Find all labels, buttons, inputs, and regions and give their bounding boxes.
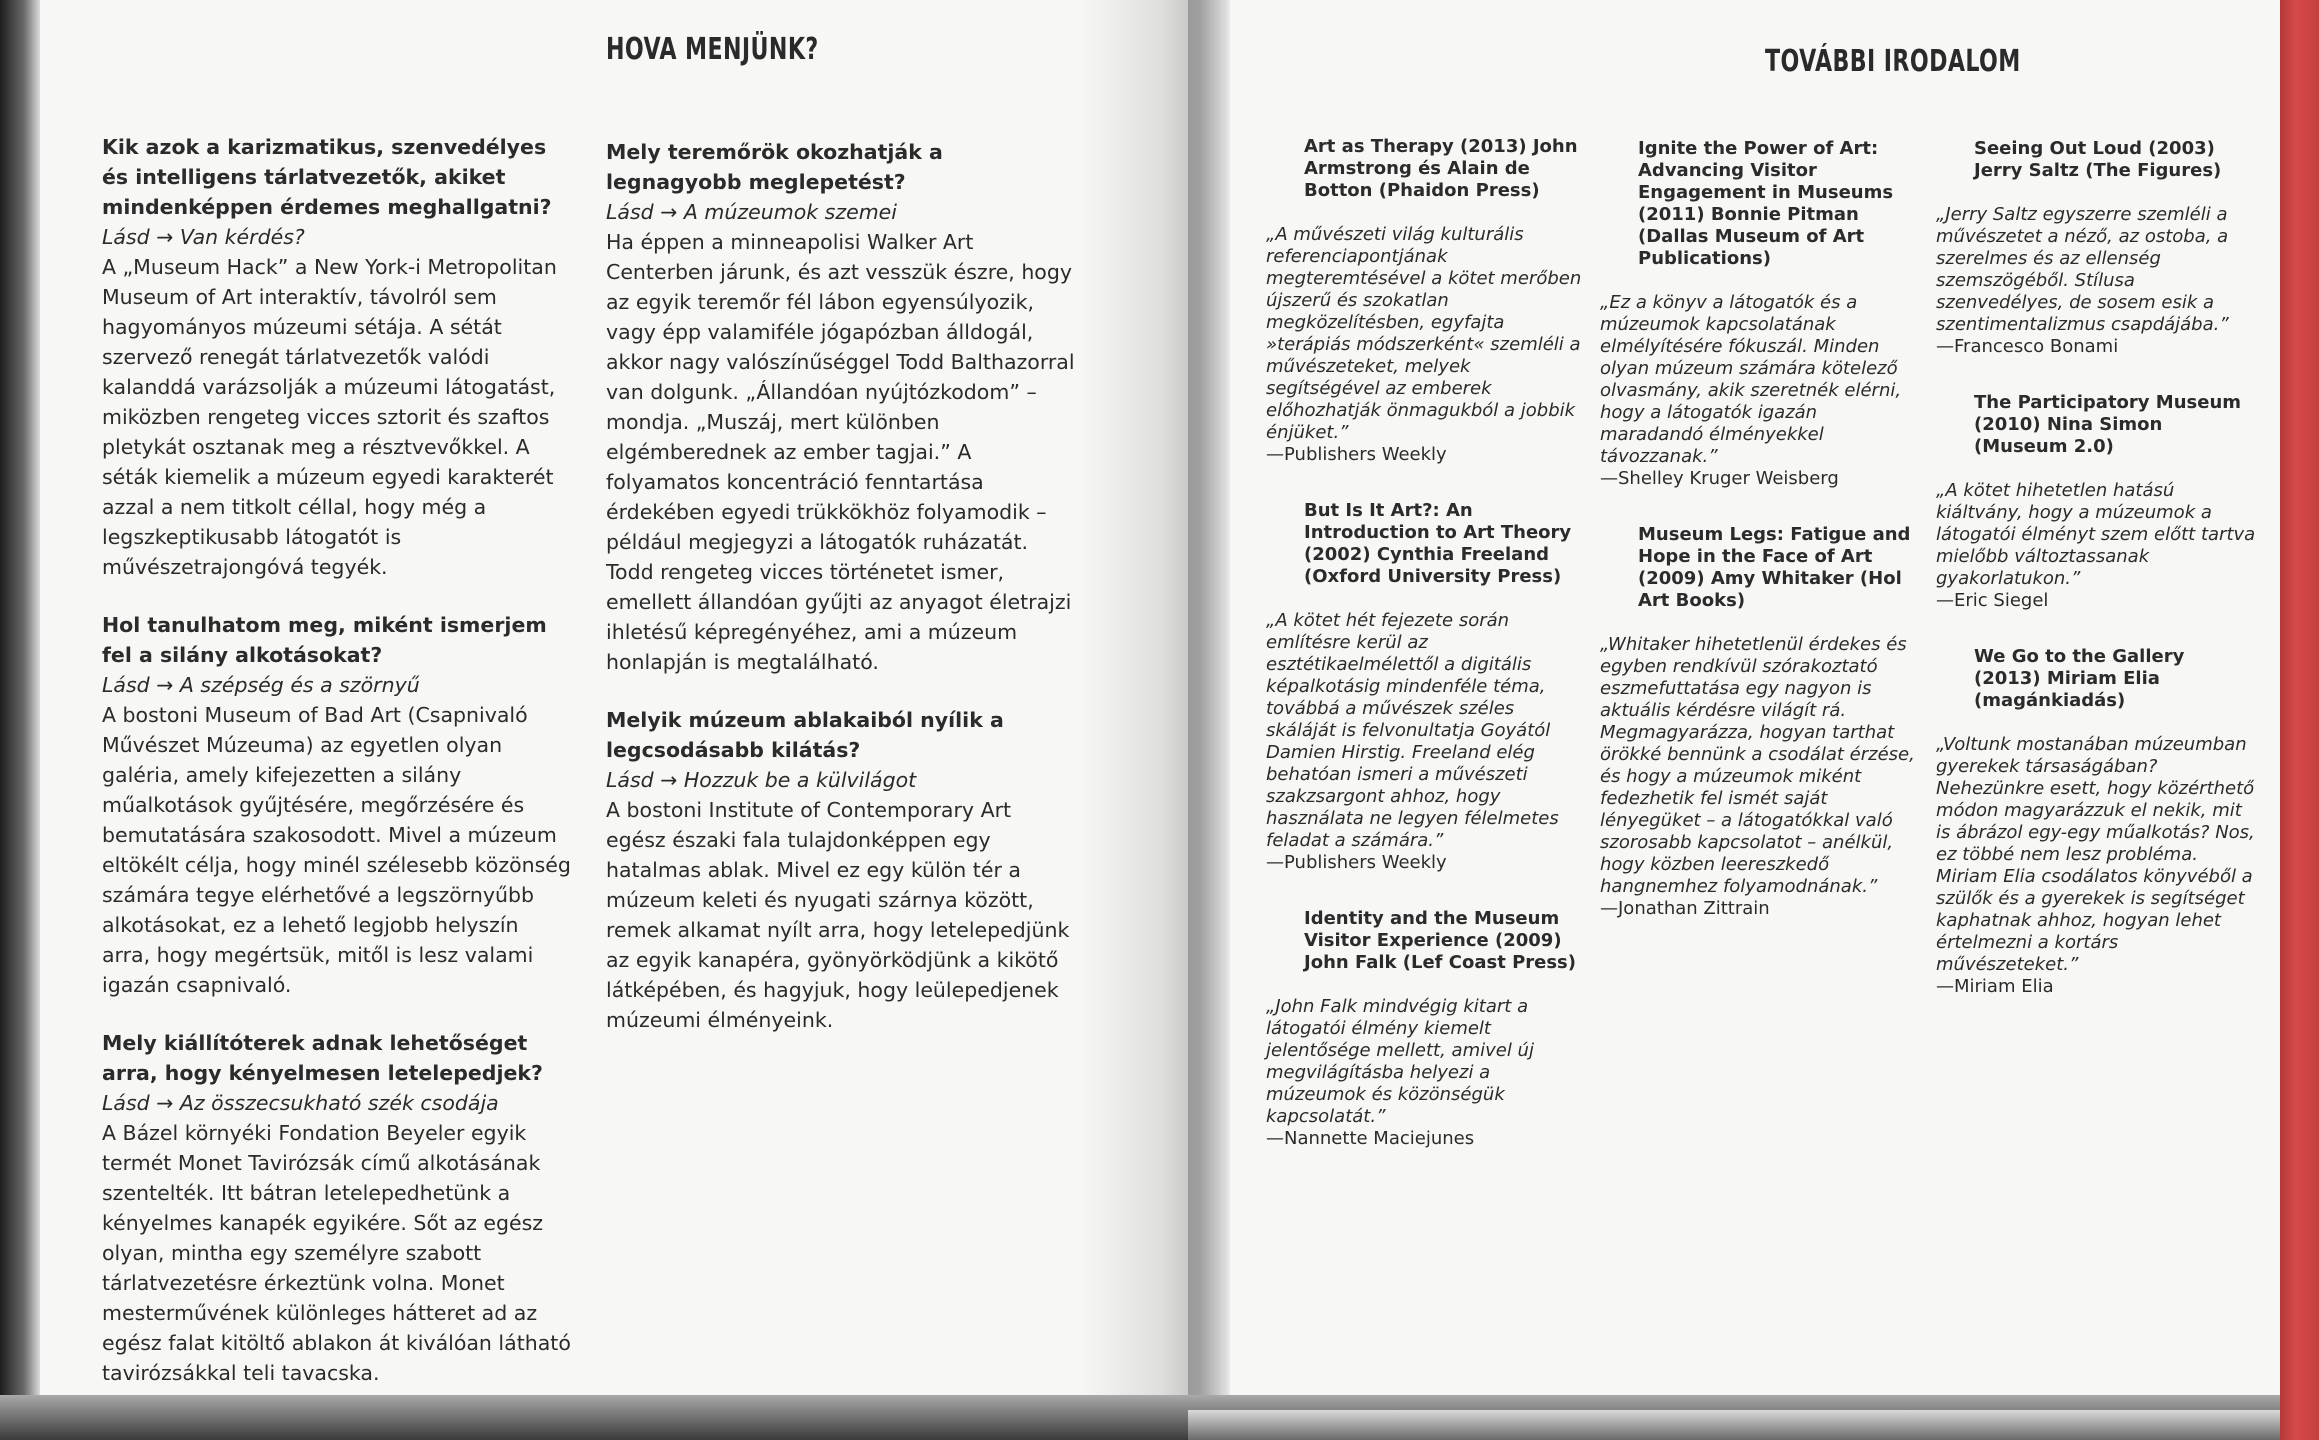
qa-block [102, 1028, 572, 1388]
qa-block [102, 132, 572, 582]
question: Mely teremőrök okozhatják a legnagyobb meglepetést? [606, 140, 943, 194]
left-page-title: HOVA MENJÜNK? [606, 32, 819, 67]
book-entry [1266, 500, 1586, 874]
see-reference: Lásd → Van kérdés? [102, 225, 305, 249]
question: Mely kiállítóterek adnak lehetőséget arra, hogy kényelmesen letelepedjek? [102, 1031, 543, 1085]
book-title: We Go to the Gallery (2013) Miriam Elia (magánkiadás) [1974, 646, 2185, 711]
answer: A Bázel környéki Fondation Beyeler egyik termét Monet Tavirózsák című alkotásának szentelték. Itt bátran letelepedhetünk a kényelmes kanapék egyikére. Sőt az egész olyan, mintha egy személyre szabott tárlatvezetésre érkeztünk volna. Monet mesterművének különleges hátteret ad az egész falat kitöltő ablakon át kiválóan látható tavirózsákkal teli tavacska. [102, 1121, 571, 1385]
see-reference: Lásd → Hozzuk be a külvilágot [606, 768, 917, 792]
book-entry [1936, 138, 2256, 358]
answer: Ha éppen a minneapolisi Walker Art Centerben járunk, és azt vesszük észre, hogy az egyik teremőr fél lábon egyensúlyozik, vagy épp valamiféle jógapózban álldogál, akkor nagy valószínűséggel Todd Balthazorral van dolgunk. „Állandóan nyújtózkodom” – mondja. „Muszáj, mert különben elgémberednek az ember tagjai.” A folyamatos koncentráció fenntartása érdekében egyedi trükkökhöz folyamodik – például megjegyzi a látogatók ruházatát. Todd rengeteg vicces történetet ismer, emellett állandóan gyűjti az anyagot életrajzi ihletésű képregényéhez, ami a múzeum honlapján is megtalálható. [606, 230, 1075, 674]
left-column-1 [102, 132, 572, 1416]
see-reference: Lásd → Az összecsukható szék csodája [102, 1091, 499, 1115]
answer: A bostoni Museum of Bad Art (Csapnivaló Művészet Múzeuma) az egyetlen olyan galéria, amely kifejezetten a silány műalkotások gyűjtésére, megőrzésére és bemutatására szakosodott. Mivel a múzeum eltökélt célja, hogy minél szélesebb közönség számára tegye elérhetővé a legszörnyűbb alkotásokat, ez a lehető legjobb helyszín arra, hogy megértsük, mitől is lesz valami igazán csapnivaló. [102, 703, 571, 997]
book-title: Seeing Out Loud (2003) Jerry Saltz (The Figures) [1974, 138, 2222, 181]
book-entry [1266, 136, 1586, 466]
see-reference: Lásd → A múzeumok szemei [606, 200, 897, 224]
right-column-1 [1266, 136, 1586, 1184]
book-entry [1600, 524, 1920, 920]
left-edge-shadow [0, 0, 40, 1440]
review-quote: „Jerry Saltz egyszerre szemléli a művészetet a néző, az ostoba, a szerelmes és az ellenség szemszögéből. Stílusa szenvedélyes, de sosem esik a szentimentalizmus csapdájába.” [1936, 204, 2229, 335]
qa-block [102, 610, 572, 1000]
book-gutter [1080, 0, 1230, 1440]
book-title: Ignite the Power of Art: Advancing Visitor Engagement in Museums (2011) Bonnie Pitman (Dallas Museum of Art Publications) [1638, 138, 1894, 269]
book-title: Art as Therapy (2013) John Armstrong és Alain de Botton (Phaidon Press) [1304, 136, 1578, 201]
answer: A „Museum Hack” a New York-i Metropolitan Museum of Art interaktív, távolról sem hagyományos múzeumi sétája. A sétát szervező renegát tárlatvezetők valódi kalanddá varázsolják a múzeumi látogatást, miközben rengeteg vicces sztorit és szaftos pletykát osztanak meg a résztvevőkkel. A séták kiemelik a múzeum egyedi karakterét azzal a nem titkolt céllal, hogy még a legszkeptikusabb látogatót is művészetrajongóvá tegyék. [102, 255, 557, 579]
review-source: —Jonathan Zittrain [1600, 898, 1770, 919]
bottom-right-shadow [1188, 1410, 2280, 1440]
book-entry [1936, 646, 2256, 998]
question: Hol tanulhatom meg, miként ismerjem fel a silány alkotásokat? [102, 613, 547, 667]
book-title: Museum Legs: Fatigue and Hope in the Face of Art (2009) Amy Whitaker (Hol Art Books) [1638, 524, 1911, 611]
right-column-2 [1600, 138, 1920, 954]
review-quote: „Ez a könyv a látogatók és a múzeumok kapcsolatának elmélyítésére fókuszál. Minden olyan múzeum számára kötelező olvasmány, akik szeretnék elérni, hogy a látogatók igazán maradandó élményekkel távozzanak.” [1600, 292, 1902, 467]
qa-block [606, 705, 1076, 1035]
book-entry [1936, 392, 2256, 612]
right-column-3 [1936, 138, 2256, 1032]
book-entry [1600, 138, 1920, 490]
book-title: But Is It Art?: An Introduction to Art Theory (2002) Cynthia Freeland (Oxford University Press) [1304, 500, 1572, 587]
review-quote: „A művészeti világ kulturális referenciapontjának megteremtésével a kötet merőben újszerű és szokatlan megközelítésben, egyfajta »terápiás módszerként« szemléli a művészeteket, melyek segítségével az emberek előhozhatják önmagukból a jobbik énjüket.” [1266, 224, 1582, 443]
review-source: —Francesco Bonami [1936, 336, 2119, 357]
book-title: Identity and the Museum Visitor Experience (2009) John Falk (Lef Coast Press) [1304, 908, 1576, 973]
review-quote: „Voltunk mostanában múzeumban gyerekek társaságában? Nehezünkre esett, hogy közérthető módon magyarázzuk el nekik, mit is ábrázol egy-egy műalkotás? Nos, ez többé nem lesz probléma. Miriam Elia csodálatos könyvéből a szülők és a gyerekek is segítséget kaphatnak ahhoz, hogyan lehet értelmezni a kortárs művészeteket.” [1936, 734, 2255, 975]
book-title: The Participatory Museum (2010) Nina Simon (Museum 2.0) [1974, 392, 2242, 457]
review-quote: „Whitaker hihetetlenül érdekes és egyben rendkívül szórakoztató eszmefuttatása egy nagyon is aktuális kérdésre világít rá. Megmagyarázza, hogyan tarthat örökké bennünk a csodálat érzése, és hogy a múzeumok miként fedezhetik fel ismét saját lényegüket – a látogatókkal való szorosabb kapcsolatot – anélkül, hogy közben leereszkedő hangnemhez folyamodnának.” [1600, 634, 1915, 897]
left-column-2 [606, 137, 1076, 1063]
qa-block [606, 137, 1076, 677]
question: Kik azok a karizmatikus, szenvedélyes és intelligens tárlatvezetők, akiket mindenképpen érdemes meghallgatni? [102, 135, 552, 219]
review-source: —Eric Siegel [1936, 590, 2049, 611]
review-source: —Miriam Elia [1936, 976, 2054, 997]
question: Melyik múzeum ablakaiból nyílik a legcsodásabb kilátás? [606, 708, 1004, 762]
review-source: —Nannette Maciejunes [1266, 1128, 1475, 1149]
review-source: —Publishers Weekly [1266, 444, 1447, 465]
review-source: —Publishers Weekly [1266, 852, 1447, 873]
right-page-title: TOVÁBBI IRODALOM [1765, 44, 2021, 79]
book-entry [1266, 908, 1586, 1150]
see-reference: Lásd → A szépség és a szörnyű [102, 673, 420, 697]
review-quote: „John Falk mindvégig kitart a látogatói élmény kiemelt jelentősége mellett, amivel új megvilágításba helyezi a múzeumok és közönségük kapcsolatát.” [1266, 996, 1534, 1127]
answer: A bostoni Institute of Contemporary Art egész északi fala tulajdonképpen egy hatalmas ablak. Mivel ez egy külön tér a múzeum keleti és nyugati szárnya között, remek alkamat nyílt arra, hogy letelepedjünk az egyik kanapéra, gyönyörködjünk a kikötő látképében, és hagyjuk, hogy leülepedjenek múzeumi élményeink. [606, 798, 1070, 1032]
red-cover-edge [2280, 0, 2319, 1440]
review-quote: „A kötet hihetetlen hatású kiáltvány, hogy a múzeumok a látogatói élményt szem előtt tartva mielőbb változtassanak gyakorlatukon.” [1936, 480, 2256, 589]
review-source: —Shelley Kruger Weisberg [1600, 468, 1839, 489]
review-quote: „A kötet hét fejezete során említésre kerül az esztétikaelmélettől a digitális képalkotásig mindenféle téma, továbbá a művészek széles skáláját is felvonultatja Goyától Damien Hirstig. Freeland elég behatóan ismeri a művészeti szakzsargont ahhoz, hogy használata ne legyen félelmetes feladat a számára.” [1266, 610, 1559, 851]
